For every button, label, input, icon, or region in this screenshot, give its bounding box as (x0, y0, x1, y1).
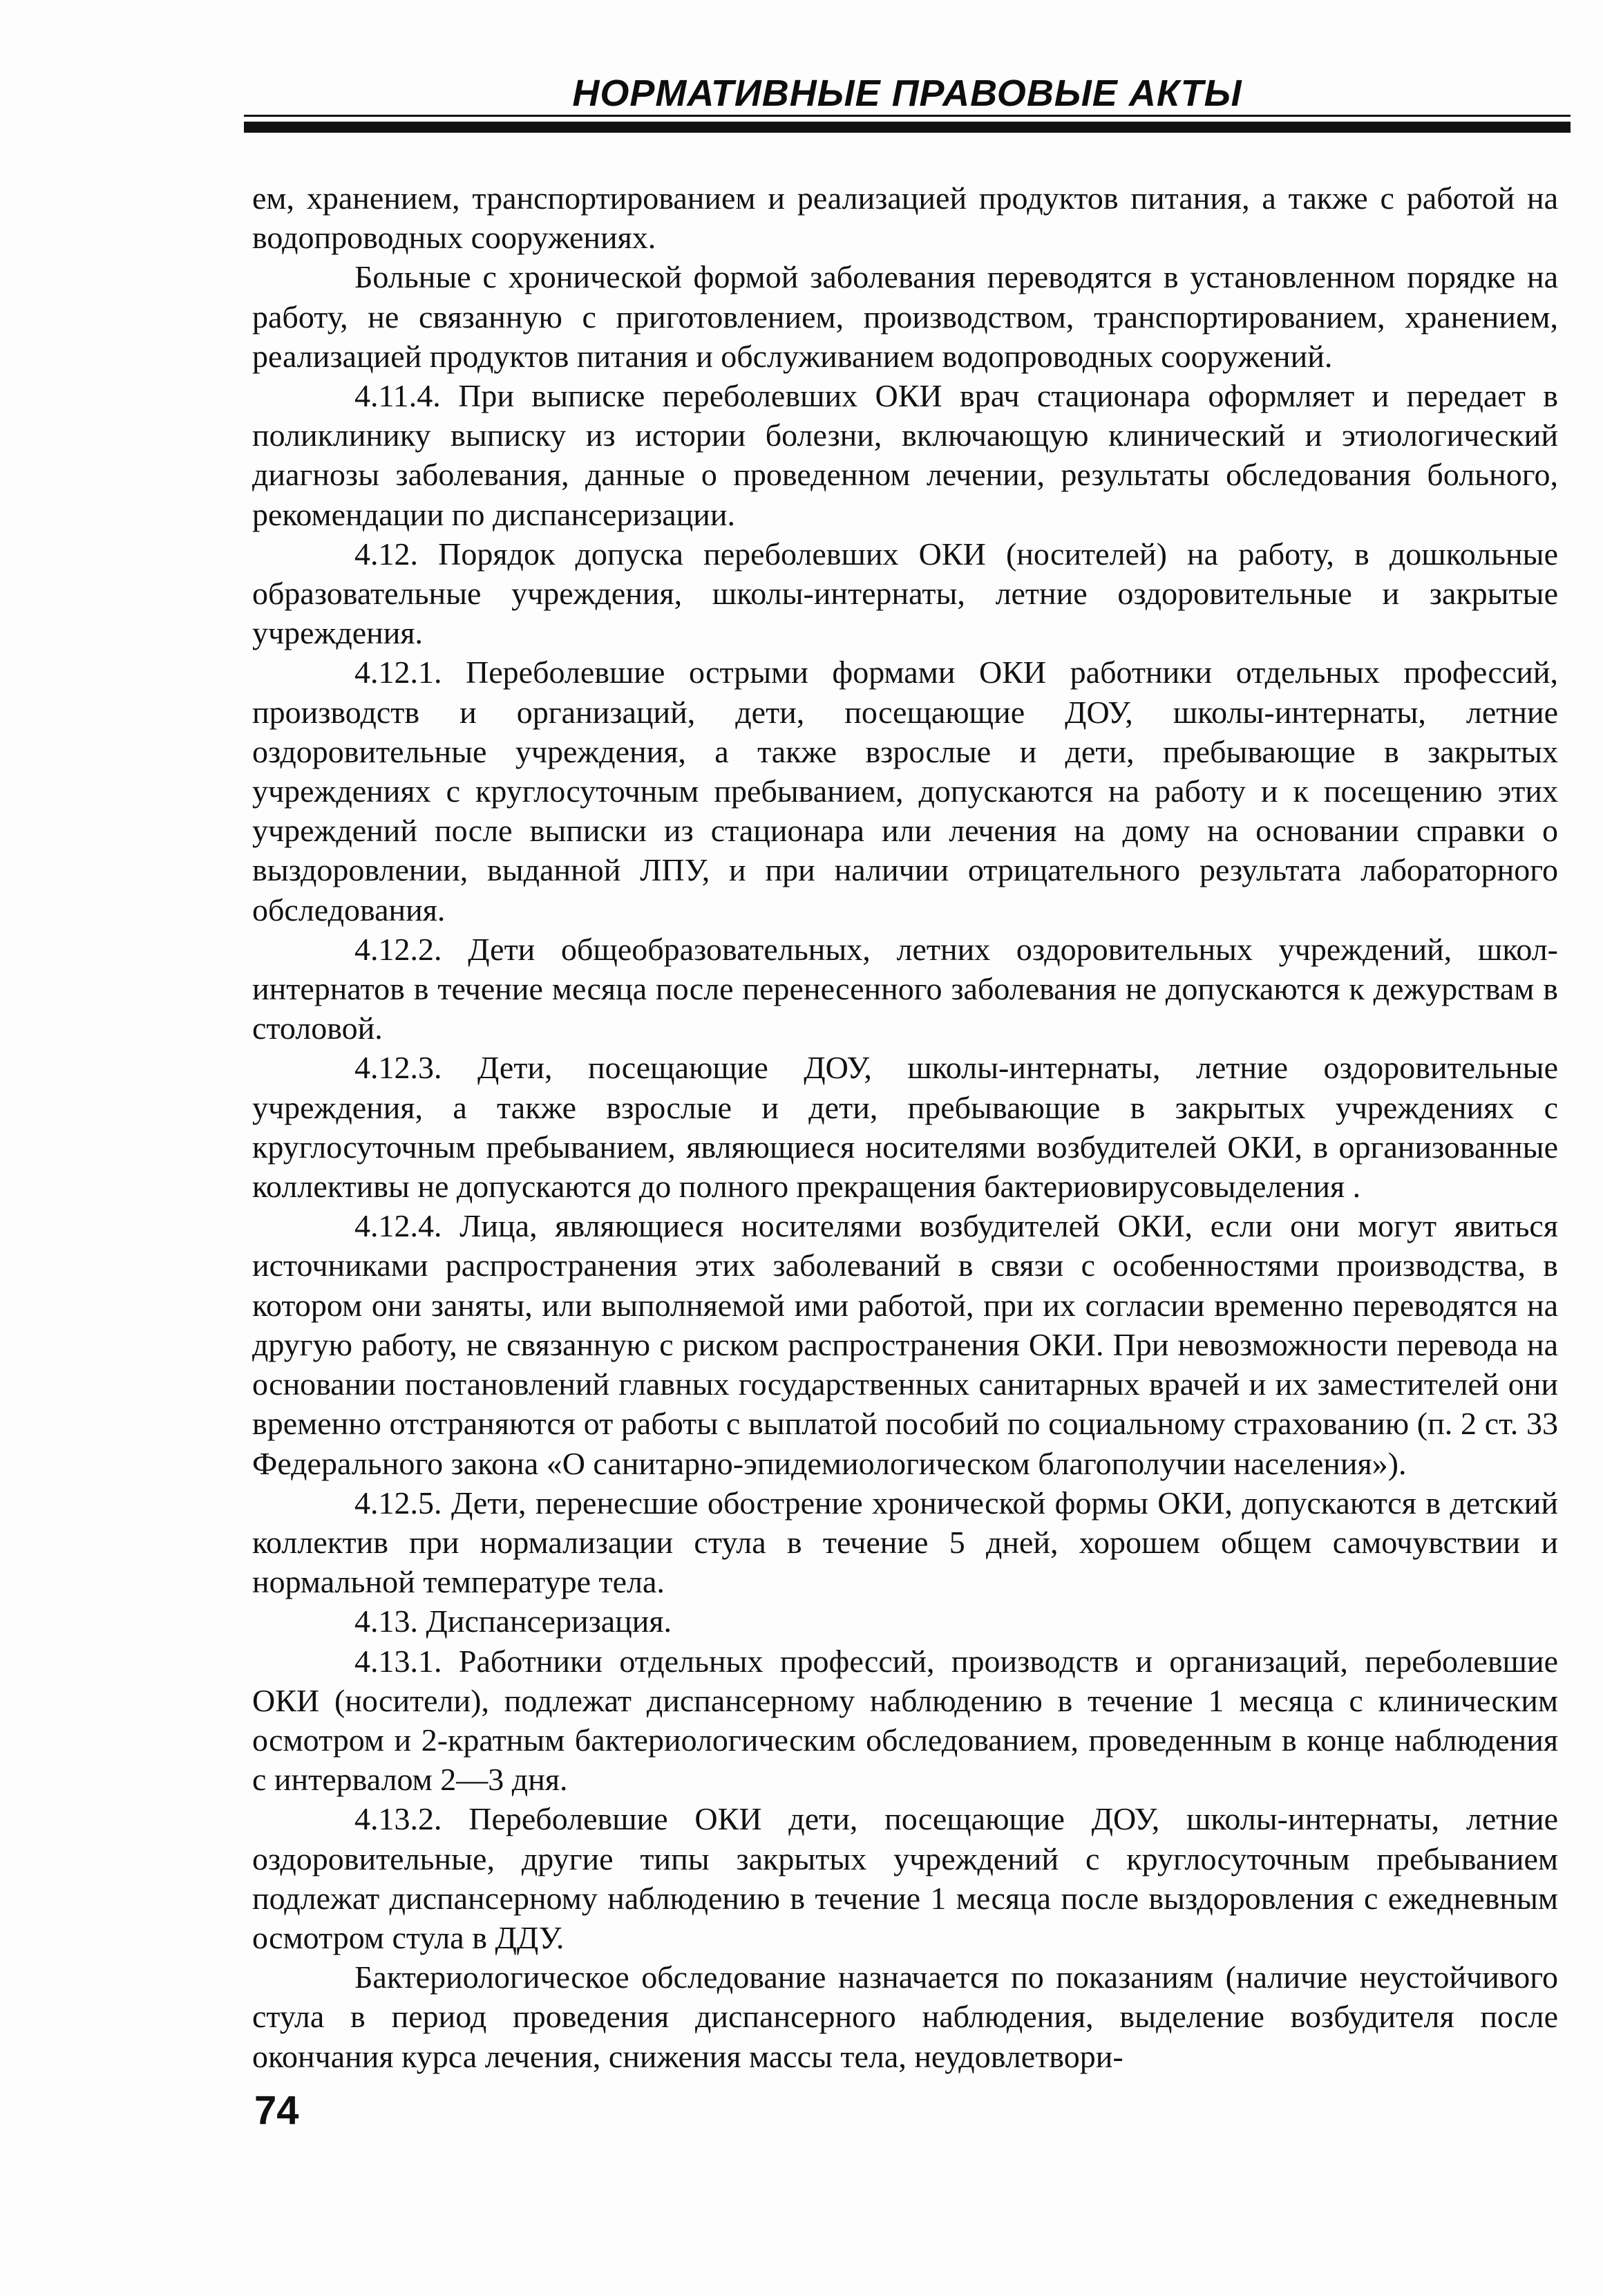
paragraph: Бактериологическое обследование назначается по показаниям (наличие неустойчивого стула в период проведения диспансерного наблюдения, выделение возбудителя после окончания курса лечения, снижения массы тела, неудовлетвори- (252, 1959, 1558, 2074)
page-number: 74 (254, 2088, 299, 2133)
paragraph: ем, хранением, транспортированием и реализацией продуктов питания, а также с работой на водопроводных сооружениях. (252, 180, 1558, 256)
paragraph: 4.12.4. Лица, являющиеся носителями возбудителей ОКИ, если они могут явиться источниками распространения этих заболеваний в связи с особенностями производства, в котором они заняты, или выполняемой ими работой, при их согласии временно переводятся на другую работу, не связанную с риском распространения ОКИ. При невозможности перевода на основании постановлений главных государственных санитарных врачей и их заместителей они временно отстраняются от работы с выплатой пособий по социальному страхованию (п. 2 ст. 33 Федерального закона «О санитарно-эпидемиологическом благополучии населения»). (252, 1208, 1558, 1481)
paragraph: Больные с хронической формой заболевания переводятся в установленном порядке на работу, не связанную с приготовлением, производством, транспортированием, хранением, реализацией продуктов питания и обслуживанием водопроводных сооружений. (252, 259, 1558, 374)
paragraph: 4.11.4. При выписке переболевших ОКИ врач стационара оформляет и передает в поликлинику выписку из истории болезни, включающую клинический и этиологический диагнозы заболевания, данные о проведенном лечении, результаты обследования больного, рекомендации по диспансеризации. (252, 378, 1558, 532)
header-title: НОРМАТИВНЫЕ ПРАВОВЫЕ АКТЫ (572, 73, 1242, 114)
paragraph: 4.13. Диспансеризация. (354, 1603, 672, 1639)
paragraph: 4.13.1. Работники отдельных профессий, производств и организаций, переболевшие ОКИ (носители), подлежат диспансерному наблюдению в течение 1 месяца с клиническим осмотром и 2-кратным бактериологическим обследованием, проведенным в конце наблюдения с интервалом 2—3 дня. (252, 1643, 1558, 1798)
header-rule-thick (244, 122, 1571, 133)
paragraph: 4.12.3. Дети, посещающие ДОУ, школы-интернаты, летние оздоровительные учреждения, а также взрослые и дети, пребывающие в закрытых учреждениях с круглосуточным пребыванием, являющиеся носителями возбудителей ОКИ, в организованные коллективы не допускаются до полного прекращения бактериовирусовыделения . (252, 1050, 1558, 1205)
running-header (244, 58, 1571, 141)
paragraph: 4.12.5. Дети, перенесшие обострение хронической формы ОКИ, допускаются в детский коллектив при нормализации стула в течение 5 дней, хорошем общем самочувствии и нормальной температуре тела. (252, 1485, 1558, 1600)
paragraph: 4.12. Порядок допуска переболевших ОКИ (носителей) на работу, в дошкольные образовательные учреждения, школы-интернаты, летние оздоровительные и закрытые учреждения. (252, 536, 1558, 651)
header-rule-thin (244, 115, 1571, 117)
paragraph: 4.12.1. Переболевшие острыми формами ОКИ работники отдельных профессий, производств и организаций, дети, посещающие ДОУ, школы-интернаты, летние оздоровительные учреждения, а также взрослые и дети, пребывающие в закрытых учреждениях с круглосуточным пребыванием, допускаются на работу и к посещению этих учреждений после выписки из стационара или лечения на дому на основании справки о выздоровлении, выданной ЛПУ, и при наличии отрицательного результата лабораторного обследования. (252, 655, 1558, 928)
paragraph: 4.12.2. Дети общеобразовательных, летних оздоровительных учреждений, школ-интернатов в течение месяца после перенесенного заболевания не допускаются к дежурствам в столовой. (252, 931, 1558, 1046)
paragraph: 4.13.2. Переболевшие ОКИ дети, посещающие ДОУ, школы-интернаты, летние оздоровительные, другие типы закрытых учреждений с круглосуточным пребыванием подлежат диспансерному наблюдению в течение 1 месяца после выздоровления с ежедневным осмотром стула в ДДУ. (252, 1801, 1558, 1955)
document-body (252, 178, 1558, 2076)
